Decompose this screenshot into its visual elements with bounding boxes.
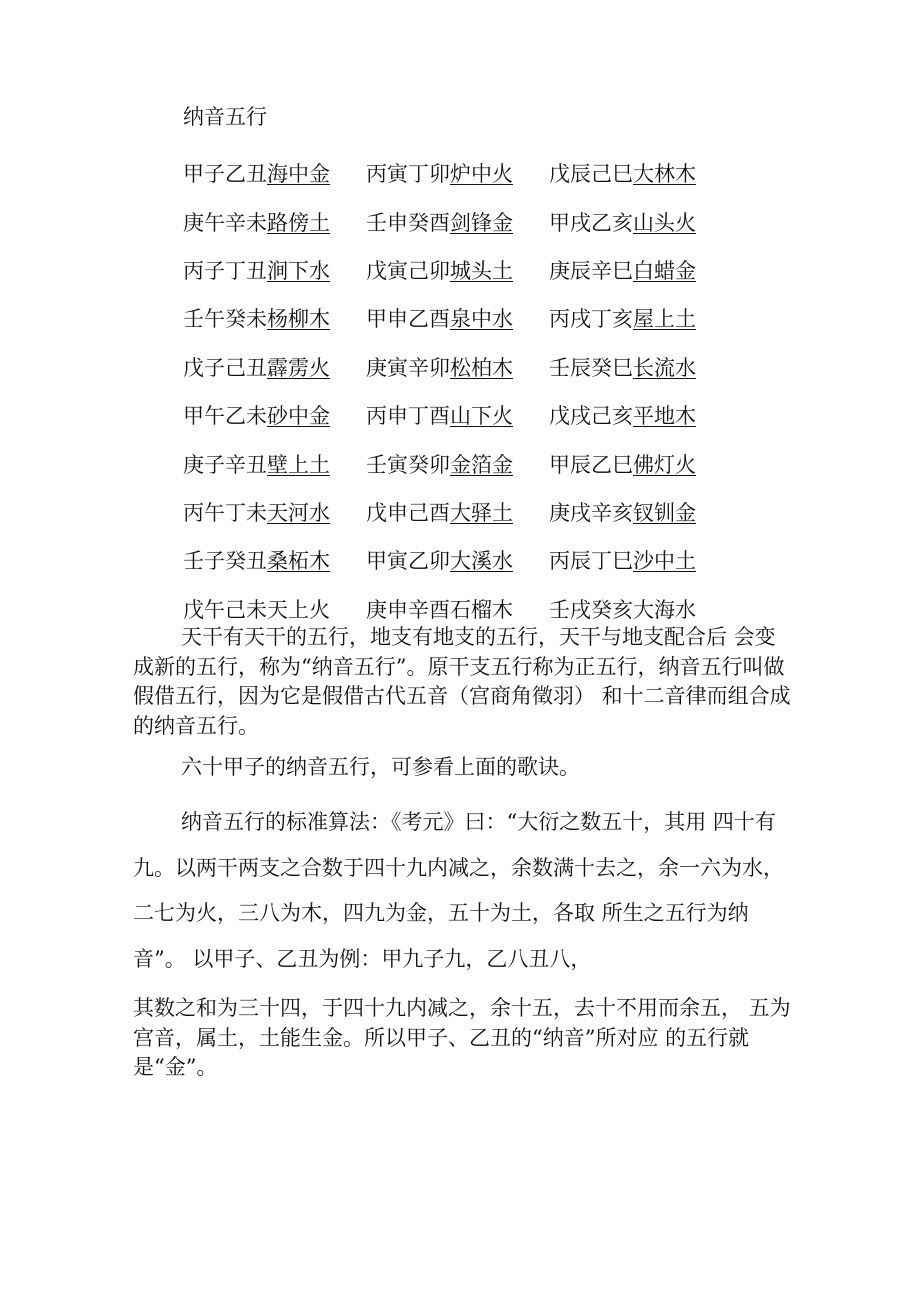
table-row (183, 246, 739, 294)
nayin-name: 大海水 (633, 597, 696, 622)
table-cell (366, 207, 549, 237)
paragraph-example: 其数之和为三十四，于四十九内减之，余十五，去十不用而余五， 五为宫音，属土，土能生金。所以甲子、乙丑的“纳音”所对应 的五行就是“金”。 (133, 996, 791, 1079)
nayin-table (183, 149, 739, 633)
nayin-name: 大溪水 (450, 549, 513, 574)
ganzhi-pair: 戊辰己巳 (549, 162, 633, 187)
table-cell (366, 449, 549, 479)
ganzhi-pair: 丙寅丁卯 (366, 162, 450, 187)
ganzhi-pair: 甲寅乙卯 (366, 549, 450, 574)
nayin-name: 泉中水 (450, 307, 513, 332)
paragraph-reference: 六十甲子的纳音五行，可参看上面的歌诀。 (181, 755, 580, 779)
nayin-name: 山下火 (450, 404, 513, 429)
ganzhi-pair: 甲午乙未 (183, 404, 267, 429)
nayin-name: 屋上土 (633, 307, 696, 332)
ganzhi-pair: 甲辰乙巳 (549, 452, 633, 477)
table-cell (183, 207, 366, 237)
ganzhi-pair: 壬子癸丑 (183, 549, 267, 574)
ganzhi-pair: 甲子乙丑 (183, 162, 267, 187)
table-row (183, 343, 739, 391)
table-cell (549, 400, 739, 430)
nayin-name: 海中金 (267, 162, 330, 187)
table-cell (549, 545, 739, 575)
paragraph-algorithm: 纳音五行的标准算法：《考元》曰：“大衍之数五十，其用 四十有九。以两干两支之合数于四十九内减之，余数满十去之，余一六为水，二七为火，三八为木，四九为金，五十为土，各取 所生之五行为纳音”。 以甲子、乙丑为例：甲九子九，乙八丑八， (133, 810, 784, 971)
table-cell (366, 255, 549, 285)
table-cell (183, 303, 366, 333)
ganzhi-pair: 戊寅己卯 (366, 258, 450, 283)
table-cell (366, 158, 549, 188)
nayin-name: 天河水 (267, 500, 330, 525)
table-cell (183, 255, 366, 285)
nayin-name: 剑锋金 (450, 210, 513, 235)
ganzhi-pair: 壬午癸未 (183, 307, 267, 332)
ganzhi-pair: 庚申辛酉 (366, 597, 450, 622)
ganzhi-pair: 庚寅辛卯 (366, 355, 450, 380)
table-cell (549, 449, 739, 479)
ganzhi-pair: 甲申乙酉 (366, 307, 450, 332)
table-row (183, 488, 739, 536)
paragraph-intro: 天干有天干的五行，地支有地支的五行，天干与地支配合后 会变成新的五行，称为“纳音五行”。原干支五行称为正五行，纳音五行叫做假借五行，因为它是假借古代五音（宫商角徵羽） 和十二音律而组合成的纳音五行。 (133, 625, 791, 738)
table-cell (366, 400, 549, 430)
nayin-name: 钗钏金 (633, 500, 696, 525)
ganzhi-pair: 壬寅癸卯 (366, 452, 450, 477)
table-row (183, 439, 739, 487)
ganzhi-pair: 丙申丁酉 (366, 404, 450, 429)
ganzhi-pair: 壬申癸酉 (366, 210, 450, 235)
table-cell (549, 594, 739, 624)
nayin-name: 长流水 (633, 355, 696, 380)
nayin-name: 路傍土 (267, 210, 330, 235)
table-cell (366, 497, 549, 527)
nayin-name: 城头土 (450, 258, 513, 283)
ganzhi-pair: 壬戌癸亥 (549, 597, 633, 622)
ganzhi-pair: 甲戌乙亥 (549, 210, 633, 235)
nayin-name: 砂中金 (267, 404, 330, 429)
table-cell (549, 497, 739, 527)
nayin-name: 松柏木 (450, 355, 513, 380)
nayin-name: 壁上土 (267, 452, 330, 477)
table-cell (549, 255, 739, 285)
table-cell (549, 207, 739, 237)
nayin-name: 平地木 (633, 404, 696, 429)
nayin-name: 大林木 (633, 162, 696, 187)
ganzhi-pair: 丙午丁未 (183, 500, 267, 525)
nayin-name: 炉中火 (450, 162, 513, 187)
nayin-name: 金箔金 (450, 452, 513, 477)
table-cell (549, 352, 739, 382)
ganzhi-pair: 庚戌辛亥 (549, 500, 633, 525)
nayin-name: 大驿土 (450, 500, 513, 525)
table-row (183, 197, 739, 245)
nayin-name: 山头火 (633, 210, 696, 235)
ganzhi-pair: 丙辰丁巳 (549, 549, 633, 574)
table-row (183, 149, 739, 197)
nayin-name: 佛灯火 (633, 452, 696, 477)
table-cell (549, 158, 739, 188)
table-cell (183, 497, 366, 527)
nayin-name: 霹雳火 (267, 355, 330, 380)
ganzhi-pair: 庚午辛未 (183, 210, 267, 235)
nayin-name: 桑柘木 (267, 549, 330, 574)
table-cell (183, 449, 366, 479)
nayin-name: 杨柳木 (267, 307, 330, 332)
table-cell (183, 594, 366, 624)
table-row (183, 294, 739, 342)
table-cell (183, 158, 366, 188)
table-cell (183, 352, 366, 382)
nayin-name: 天上火 (267, 597, 330, 622)
ganzhi-pair: 戊午己未 (183, 597, 267, 622)
table-cell (183, 400, 366, 430)
table-cell (366, 303, 549, 333)
nayin-name: 白蜡金 (633, 258, 696, 283)
table-row (183, 391, 739, 439)
table-cell (366, 352, 549, 382)
table-cell (366, 594, 549, 624)
table-cell (183, 545, 366, 575)
ganzhi-pair: 庚子辛丑 (183, 452, 267, 477)
ganzhi-pair: 戊子己丑 (183, 355, 267, 380)
table-cell (549, 303, 739, 333)
table-row (183, 536, 739, 584)
ganzhi-pair: 戊申己酉 (366, 500, 450, 525)
ganzhi-pair: 丙子丁丑 (183, 258, 267, 283)
table-cell (366, 545, 549, 575)
ganzhi-pair: 丙戌丁亥 (549, 307, 633, 332)
nayin-name: 石榴木 (450, 597, 513, 622)
section-title: 纳音五行 (183, 105, 267, 129)
nayin-name: 沙中土 (633, 549, 696, 574)
nayin-name: 涧下水 (267, 258, 330, 283)
ganzhi-pair: 壬辰癸巳 (549, 355, 633, 380)
ganzhi-pair: 戊戌己亥 (549, 404, 633, 429)
ganzhi-pair: 庚辰辛巳 (549, 258, 633, 283)
